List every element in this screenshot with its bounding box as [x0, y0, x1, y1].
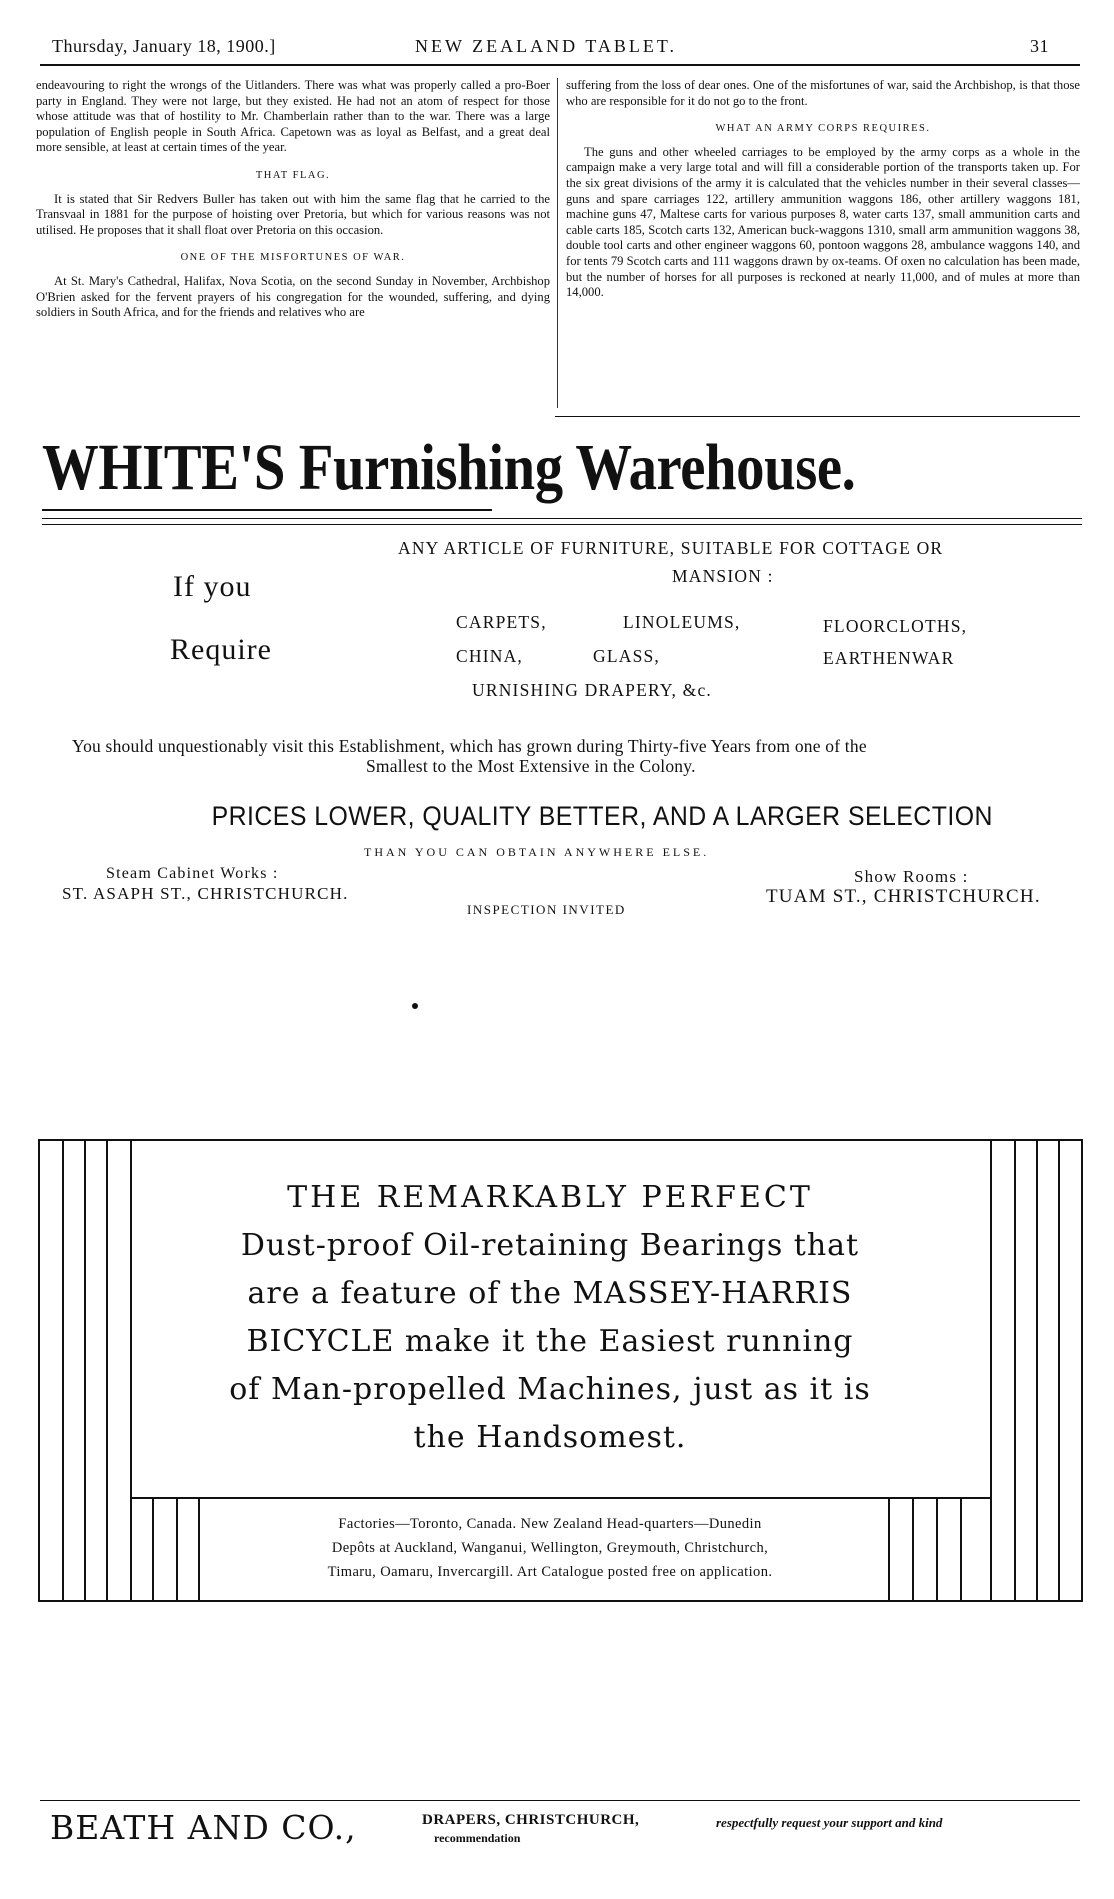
massey-line-5: of Man-propelled Machines, just as it is — [229, 1372, 871, 1407]
frame-bar — [1014, 1139, 1016, 1602]
frame-bar — [960, 1497, 962, 1602]
item-glass: GLASS, — [593, 646, 661, 666]
item-china: CHINA, — [456, 646, 523, 666]
mansion-text: MANSION : — [672, 566, 774, 586]
massey-footer-line-3: Timaru, Oamaru, Invercargill. Art Catalogue posted free on application. — [327, 1564, 773, 1580]
left-para-1: endeavouring to right the wrongs of the Uitlanders. There was what was properly called a pro-Boer party in England. They were not large, but they existed. He had not an atom of respect for those whose attitude was that of hostility to Mr. Chamberlain rather than to the war. There was a large population of English people in South Africa. Capetown was as loyal as Belfast, and a great deal more sensible, at least at certain times of the year. — [36, 78, 550, 155]
frame-bar — [62, 1139, 64, 1602]
left-para-2: It is stated that Sir Redvers Buller has taken out with him the same flag that he carried to the Transvaal in 1881 for the purpose of hoisting over Pretoria, but which for various reasons was not utilised. He proposes that it shall float over Pretoria on this occasion. — [36, 191, 550, 237]
item-linoleums: LINOLEUMS, — [623, 612, 741, 632]
whites-rule-2 — [42, 524, 1082, 525]
frame-bar — [106, 1139, 108, 1602]
right-para-2: The guns and other wheeled carriages to be employed by the army corps as a whole in the campaign make a very large total and will fill a considerable portion of the transports taken up. For the six great divisions of the army it is calculated that the vehicles number in their several classes—guns and spare carriages 122, artillery ammunition waggons 186, other artillery waggons 181, machine guns 47, Maltese carts for various purposes 8, water carts 137, small ammunition carts and cable carts 185, Scotch carts 132, American buck-waggons 1310, small arm ammunition waggons 38, double tool carts and other engineer waggons 60, pontoon waggons 28, ambulance waggons 140, and for tents 79 Scotch carts and 111 waggons drawn by ox-teams. Of oxen no calculation has been made, but the number of horses for all purposes is reckoned at nearly 11,000, and of mules at more than 14,000. — [566, 144, 1080, 300]
massey-line-3: are a feature of the MASSEY-HARRIS — [247, 1276, 853, 1311]
heading-misfortunes: ONE OF THE MISFORTUNES OF WAR. — [180, 252, 406, 264]
require-text: Require — [170, 633, 272, 666]
column-divider — [557, 78, 558, 408]
frame-bar — [990, 1139, 992, 1602]
beath-request: respectfully request your support and kind — [716, 1815, 943, 1830]
works-label: Steam Cabinet Works : — [106, 865, 279, 882]
issue-date: Thursday, January 18, 1900.] — [52, 36, 276, 56]
beath-drapers: DRAPERS, CHRISTCHURCH, — [422, 1812, 640, 1828]
header-rule — [40, 64, 1080, 66]
frame-bar — [1081, 1139, 1083, 1602]
item-carpets: CARPETS, — [456, 612, 547, 632]
article-end-rule — [555, 416, 1080, 417]
massey-line-4: BICYCLE make it the Easiest running — [246, 1324, 854, 1359]
inspection-invited: INSPECTION INVITED — [467, 902, 626, 917]
massey-line-1: THE REMARKABLY PERFECT — [287, 1180, 813, 1215]
than-you-text: THAN YOU CAN OBTAIN ANYWHERE ELSE. — [364, 845, 710, 859]
page-number: 31 — [1030, 36, 1049, 56]
frame-bar — [130, 1139, 132, 1602]
ink-dot — [412, 1003, 418, 1009]
massey-bottom-rule — [38, 1600, 1083, 1602]
showrooms-label: Show Rooms : — [854, 867, 969, 886]
any-article-text: ANY ARTICLE OF FURNITURE, SUITABLE FOR COTTAGE OR — [398, 538, 944, 558]
whites-title: WHITE'S Furnishing Warehouse. — [42, 431, 856, 504]
heading-that-flag: THAT FLAG. — [255, 169, 331, 181]
massey-top-rule — [38, 1139, 1083, 1141]
showrooms-address: TUAM ST., CHRISTCHURCH. — [766, 886, 1041, 907]
left-column — [36, 78, 550, 321]
massey-footer-line-1: Factories—Toronto, Canada. New Zealand Head-quarters—Dunedin — [338, 1516, 762, 1532]
massey-footer-line-2: Depôts at Auckland, Wanganui, Wellington, Greymouth, Christchurch, — [331, 1540, 769, 1556]
frame-bar — [38, 1139, 40, 1602]
frame-bar — [936, 1497, 938, 1602]
massey-line-6: the Handsomest. — [413, 1420, 687, 1455]
publication-title: NEW ZEALAND TABLET. — [415, 36, 678, 56]
massey-footer — [250, 1512, 850, 1584]
whites-rule-short — [42, 509, 492, 511]
whites-rule-1 — [42, 518, 1082, 519]
right-column — [566, 78, 1080, 301]
beath-top-rule — [40, 1800, 1080, 1801]
frame-bar — [152, 1497, 154, 1602]
should-visit-line-1: You should unquestionably visit this Establishment, which has grown during Thirty-five Years from one of the — [72, 736, 867, 756]
frame-bar — [1036, 1139, 1038, 1602]
right-para-1: suffering from the loss of dear ones. One of the misfortunes of war, said the Archbishop, is that those who are responsible for it do not go to the front. — [566, 78, 1080, 108]
item-earthenware: EARTHENWAR — [823, 648, 955, 668]
frame-bar — [176, 1497, 178, 1602]
frame-bar — [198, 1497, 200, 1602]
massey-inner-rule — [130, 1497, 990, 1499]
massey-line-2: Dust-proof Oil-retaining Bearings that — [240, 1228, 860, 1263]
item-floorcloths: FLOORCLOTHS, — [823, 616, 968, 636]
drapery-text: URNISHING DRAPERY, &c. — [472, 680, 712, 700]
left-para-3: At St. Mary's Cathedral, Halifax, Nova Scotia, on the second Sunday in November, Archbishop O'Brien asked for the fervent prayers of his congregation for the wounded, suffering, and dying soldiers in South Africa, and for the friends and relatives who are — [36, 273, 550, 320]
beath-name: BEATH AND CO., — [50, 1808, 357, 1847]
beath-recommendation: recommendation — [434, 1831, 521, 1845]
heading-army-corps: WHAT AN ARMY CORPS REQUIRES. — [715, 123, 931, 135]
should-visit-line-2: Smallest to the Most Extensive in the Colony. — [366, 756, 696, 776]
frame-bar — [888, 1497, 890, 1602]
prices-lower-banner: PRICES LOWER, QUALITY BETTER, AND A LARGER SELECTION — [211, 801, 993, 831]
if-you-text: If you — [173, 570, 252, 603]
works-address: ST. ASAPH ST., CHRISTCHURCH. — [62, 884, 349, 903]
frame-bar — [1058, 1139, 1060, 1602]
frame-bar — [84, 1139, 86, 1602]
frame-bar — [912, 1497, 914, 1602]
